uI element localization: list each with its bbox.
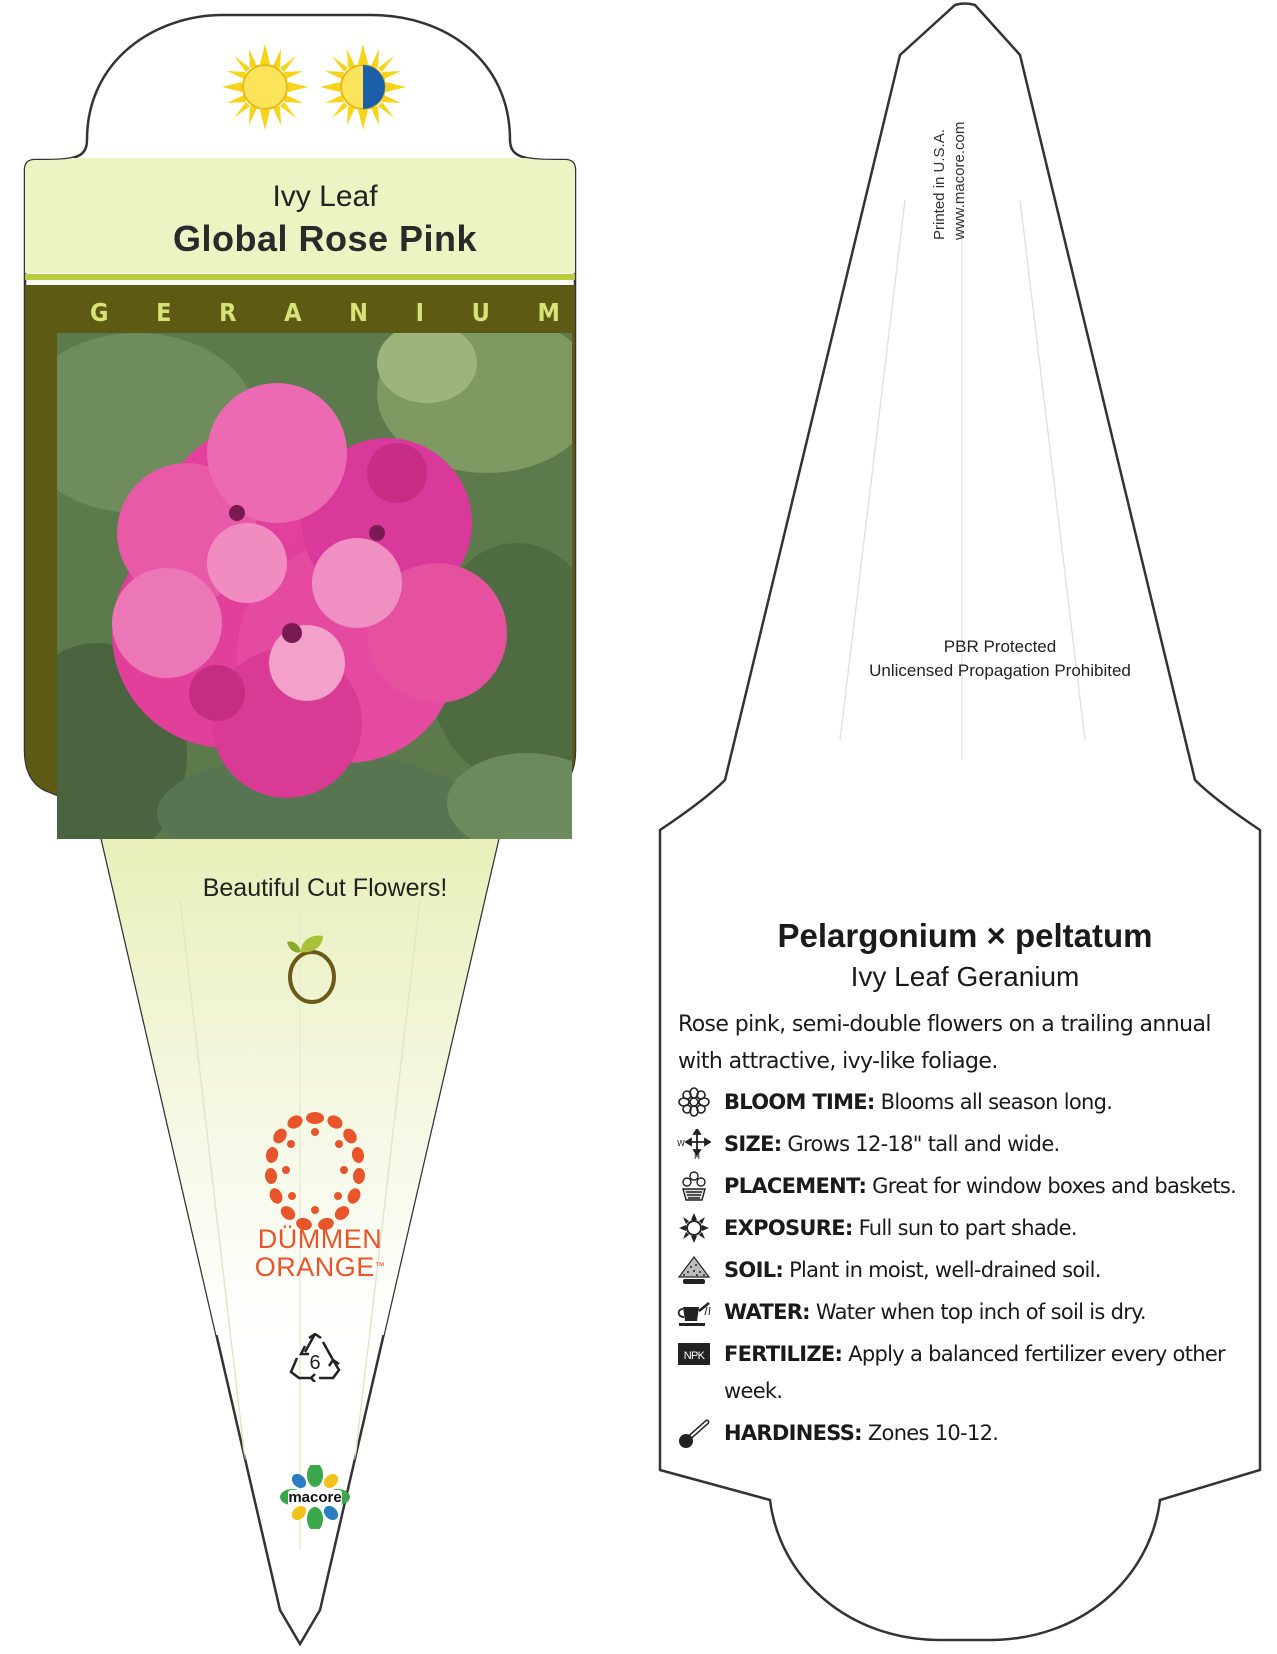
care-hardiness (677, 1415, 1262, 1452)
svg-text:W: W (677, 1139, 685, 1148)
banner-letter: R (219, 298, 237, 327)
care-label: BLOOM TIME: (724, 1090, 875, 1114)
npk-icon (677, 1339, 711, 1369)
thermometer-icon (677, 1418, 711, 1448)
plant-description: Rose pink, semi-double flowers on a trailing annual with attractive, ivy-like foliage. (678, 1012, 1211, 1074)
banner-letter: U (471, 298, 490, 327)
recycle-code: 6 (309, 1352, 321, 1374)
pbr-line-1: PBR Protected (943, 637, 1057, 656)
care-text: Apply a balanced fertilizer every other week. (724, 1342, 1225, 1403)
care-label: HARDINESS: (724, 1421, 862, 1445)
macore-wordmark: macore (288, 1489, 342, 1506)
care-text: Blooms all season long. (880, 1090, 1113, 1114)
care-label: SOIL: (724, 1258, 784, 1282)
banner-letter: G (90, 298, 109, 327)
common-name: Ivy Leaf Geranium (850, 961, 1080, 992)
pbr-line-2: Unlicensed Propagation Prohibited (869, 661, 1131, 680)
banner-letter: N (349, 298, 368, 327)
care-label: PLACEMENT: (724, 1174, 867, 1198)
printer-website: www.macore.com (951, 121, 968, 240)
sun-icon (677, 1213, 711, 1243)
care-text: Grows 12-18" tall and wide. (787, 1132, 1060, 1156)
care-text: Water when top inch of soil is dry. (815, 1300, 1146, 1324)
variety-subtitle: Ivy Leaf (272, 180, 378, 213)
size-icon (677, 1129, 711, 1159)
care-bloom-time (677, 1084, 1262, 1121)
tagline: Beautiful Cut Flowers! (202, 874, 448, 902)
brand-line-1: DÜMMEN (257, 1224, 383, 1254)
banner-letter: M (537, 298, 560, 327)
soil-icon (677, 1255, 711, 1285)
care-label: SIZE: (724, 1132, 782, 1156)
scientific-name: Pelargonium × peltatum (777, 917, 1153, 954)
care-text: Zones 10-12. (867, 1421, 999, 1445)
care-label: EXPOSURE: (724, 1216, 853, 1240)
banner-letter: I (415, 298, 424, 327)
care-label: WATER: (724, 1300, 810, 1324)
print-info (930, 122, 970, 240)
care-label: FERTILIZE: (724, 1342, 843, 1366)
care-size (677, 1126, 1262, 1163)
care-text: Full sun to part shade. (858, 1216, 1077, 1240)
care-fertilize (677, 1336, 1262, 1410)
npk-icon-text: NPK (683, 1350, 705, 1362)
brand-line-2: ORANGE™ (254, 1252, 386, 1282)
variety-title: Global Rose Pink (172, 218, 478, 259)
banner-letter: A (284, 298, 302, 327)
svg-text:H: H (694, 1153, 700, 1159)
care-exposure (677, 1210, 1262, 1247)
banner-letter: E (156, 298, 172, 327)
pbr-notice (720, 635, 1277, 683)
print-country: Printed in U.S.A. (931, 129, 948, 240)
care-water (677, 1294, 1262, 1331)
care-text: Plant in moist, well-drained soil. (789, 1258, 1101, 1282)
care-text: Great for window boxes and baskets. (872, 1174, 1237, 1198)
flower-icon (677, 1087, 711, 1117)
care-placement (677, 1168, 1262, 1205)
care-soil (677, 1252, 1262, 1289)
watering-can-icon (677, 1297, 711, 1327)
placement-icon (677, 1171, 711, 1201)
